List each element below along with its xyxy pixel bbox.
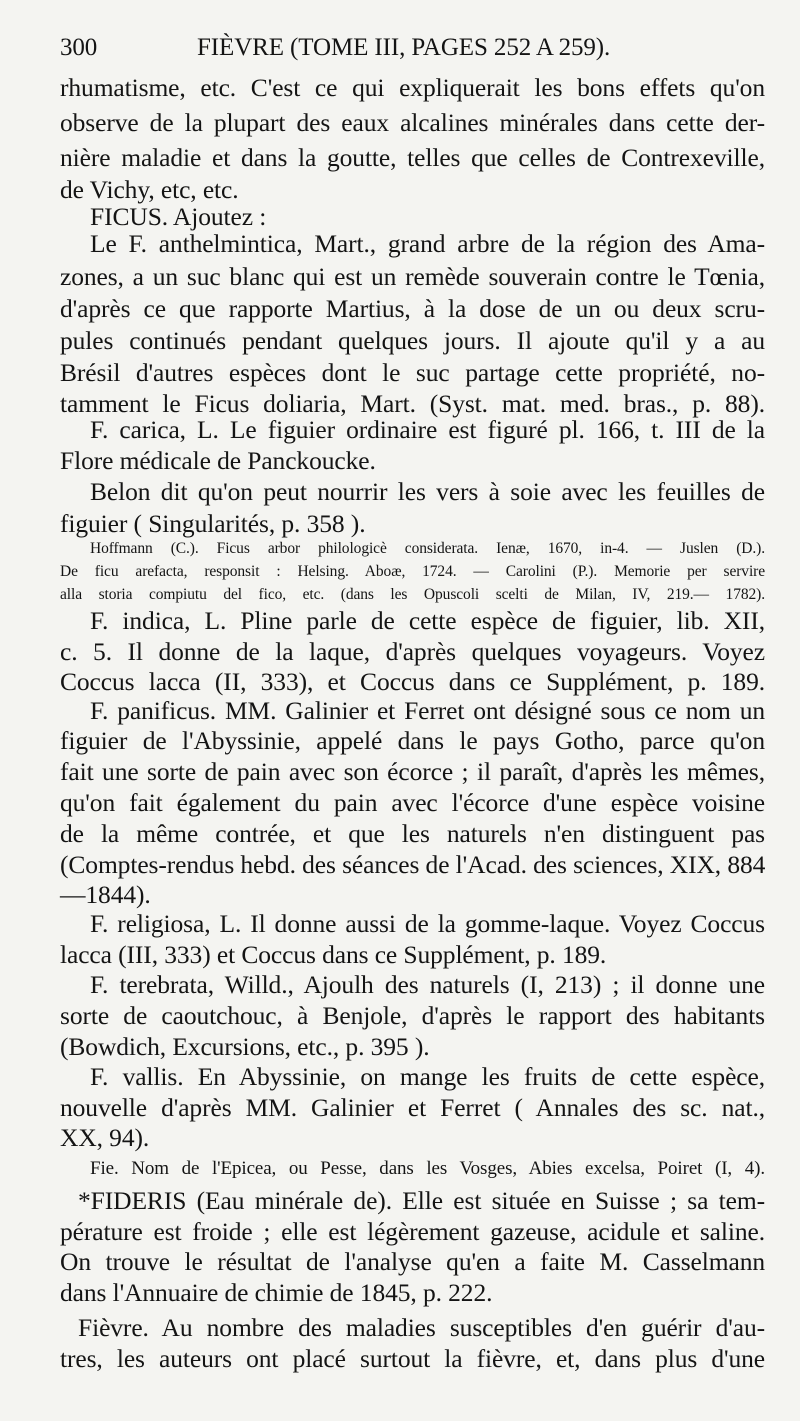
text-line: pérature est froide ; elle est légèrement gazeuse, acidule et saline. (60, 1217, 765, 1246)
entry-heading-fideris: *FIDERIS (Eau minérale de). Elle est située en Suisse ; sa tem- (78, 1186, 765, 1215)
text-line: de Vichy, etc, etc. (60, 175, 239, 204)
text-line: On trouve le résultat de l'analyse qu'en a faite M. Casselmann (60, 1247, 765, 1276)
text-line: (Comptes-rendus hebd. des séances de l'Acad. des sciences, XIX, 884 (60, 850, 766, 879)
text-line: F. religiosa, L. Il donne aussi de la gomme-laque. Voyez Coccus (90, 909, 765, 938)
text-line: qu'on fait également du pain avec l'écorce d'une espèce voisine (60, 788, 765, 817)
text-line: F. indica, L. Pline parle de cette espèce de figuier, lib. XII, (90, 606, 765, 635)
text-line: Coccus lacca (II, 333), et Coccus dans ce Supplément, p. 189. (60, 667, 765, 696)
text-line: c. 5. Il donne de la laque, d'après quelques voyageurs. Voyez (60, 637, 765, 666)
text-line: nière maladie et dans la goutte, telles que celles de Contrexeville, (60, 143, 765, 172)
text-line: de la même contrée, et que les naturels n'en distinguent pas (60, 819, 765, 848)
text-line: Belon dit qu'on peut nourrir les vers à soie avec les feuilles de (90, 477, 765, 506)
text-line: F. terebrata, Willd., Ajoulh des naturels (I, 213) ; il donne une (90, 970, 765, 999)
text-line: tres, les auteurs ont placé surtout la fièvre, et, dans plus d'une (60, 1344, 765, 1373)
text-line: zones, a un suc blanc qui est un remède souverain contre le Tœnia, (60, 262, 765, 291)
text-line: —1844). (60, 880, 151, 909)
text-line: nouvelle d'après MM. Galinier et Ferret ( Annales des sc. nat., (60, 1093, 765, 1122)
text-line: F. panificus. MM. Galinier et Ferret ont désigné sous ce nom un (90, 696, 765, 725)
text-line: Brésil d'autres espèces dont le suc partage cette propriété, no- (60, 358, 765, 387)
text-line: F. vallis. En Abyssinie, on mange les fruits de cette espèce, (90, 1062, 765, 1091)
text-line: Flore médicale de Panckoucke. (60, 446, 376, 475)
text-line: dans l'Annuaire de chimie de 1845, p. 222. (60, 1278, 493, 1307)
text-line: sorte de caoutchouc, à Benjole, d'après le rapport des habitants (60, 1001, 765, 1030)
text-line: figuier ( Singularités, p. 358 ). (60, 509, 366, 538)
text-line: figuier de l'Abyssinie, appelé dans le pays Gotho, parce qu'on (60, 726, 765, 755)
running-title: FIÈVRE (TOME III, PAGES 252 A 259). (197, 34, 611, 61)
text-line: pules continués pendant quelques jours. Il ajoute qu'il y a au (60, 326, 765, 355)
entry-fie: Fie. Nom de l'Epicea, ou Pesse, dans les Vosges, Abies excelsa, Poiret (I, 4). (90, 1158, 765, 1179)
text-line: observe de la plupart des eaux alcalines minérales dans cette der- (60, 108, 765, 137)
text-line: d'après ce que rapporte Martius, à la dose de un ou deux scru- (60, 294, 765, 323)
text-line: XX, 94). (60, 1123, 150, 1152)
text-line: rhumatisme, etc. C'est ce qui expliquerait les bons effets qu'on (60, 73, 765, 102)
bibliography-line: alla storia compiutu del fico, etc. (dans les Opuscoli scelti de Milan, IV, 219.— 1782). (60, 586, 765, 603)
text-line: lacca (III, 333) et Coccus dans ce Supplément, p. 189. (60, 940, 607, 969)
page-number: 300 (60, 34, 98, 61)
bibliography-line: Hoffmann (C.). Ficus arbor philologicè considerata. Ienæ, 1670, in-4. — Juslen (D.). (90, 540, 765, 557)
entry-heading-ficus: FICUS. Ajoutez : (90, 202, 267, 231)
text-line: (Bowdich, Excursions, etc., p. 395 ). (60, 1032, 430, 1061)
text-line: fait une sorte de pain avec son écorce ; il paraît, d'après les mêmes, (60, 757, 765, 786)
text-line: F. carica, L. Le figuier ordinaire est figuré pl. 166, t. III de la (90, 415, 765, 444)
entry-heading-fievre: Fièvre. Au nombre des maladies susceptibles d'en guérir d'au- (78, 1313, 765, 1342)
text-line: tamment le Ficus doliaria, Mart. (Syst. mat. med. bras., p. 88). (60, 389, 765, 418)
bibliography-line: De ficu arefacta, responsit : Helsing. Aboæ, 1724. — Carolini (P.). Memorie per servire (60, 563, 765, 580)
text-line: Le F. anthelmintica, Mart., grand arbre de la région des Ama- (90, 229, 765, 258)
